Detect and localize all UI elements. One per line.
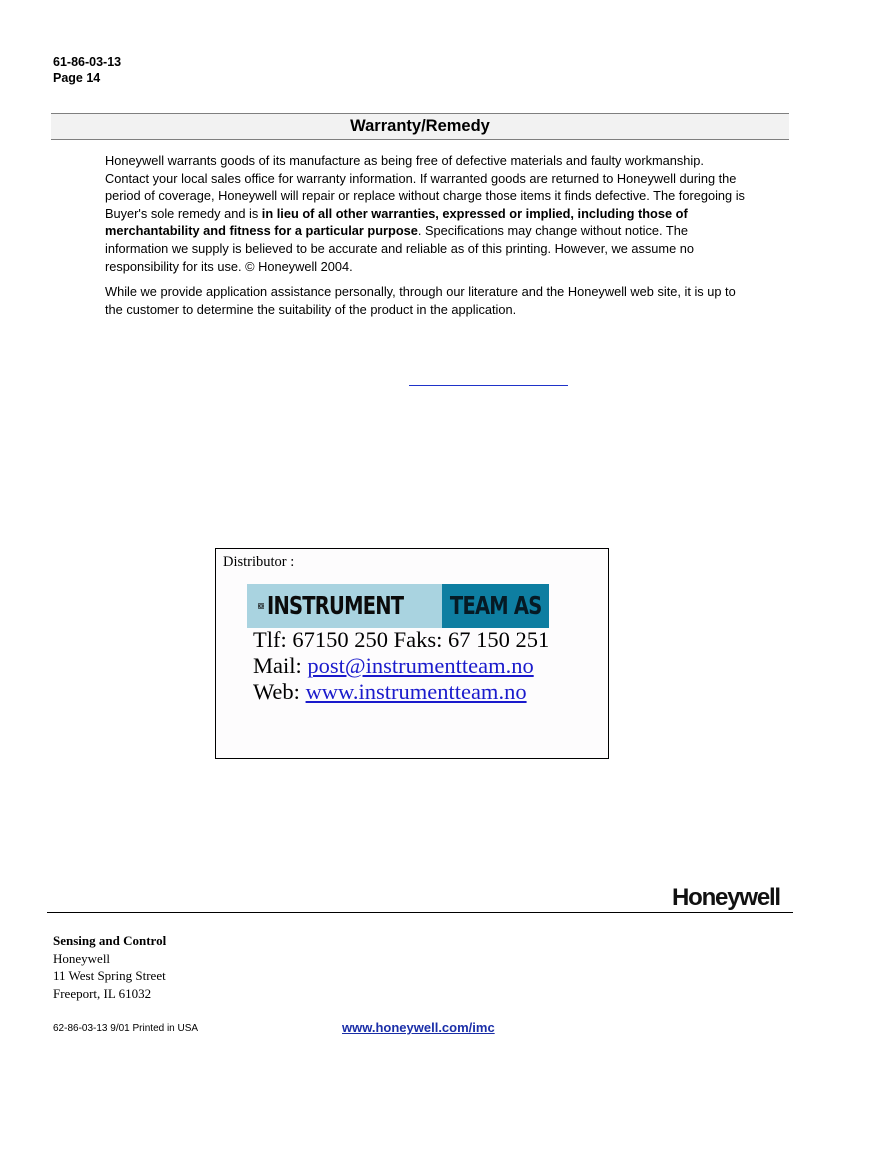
- distributor-box: [215, 548, 609, 759]
- footer-print-code: 62-86-03-13 9/01 Printed in USA: [53, 1023, 199, 1034]
- phone-fax-line: Tlf: 67150 250 Faks: 67 150 251: [253, 627, 550, 652]
- logo-right-panel: [442, 584, 549, 628]
- warranty-paragraph: [105, 152, 745, 275]
- logo-text-team: TEAM AS: [449, 591, 542, 620]
- page-number: Page 14: [53, 71, 101, 85]
- mail-label: Mail:: [253, 653, 308, 678]
- assistance-paragraph: While we provide application assistance personally, through our literature and the Honeywell web site, it is up to the customer to determine the suitability of the product in the application.: [105, 284, 736, 317]
- footer-divider: [47, 912, 793, 913]
- company-address: [53, 932, 166, 1002]
- warranty-disclaimer: in lieu of all other warranties, expressed or implied, including those of merchantability and fitness for a particular purpose: [105, 205, 688, 239]
- blue-divider: [409, 385, 568, 386]
- distributor-contact: [253, 627, 549, 705]
- warranty-text-part: . Specifications may change without notice. The information we supply is believed to be accurate and reliable as of this printing. However, we assume no responsibility for its use. © Honeywell 2004.: [105, 223, 694, 274]
- warranty-text: [105, 152, 745, 326]
- honeywell-logo: Honeywell: [672, 884, 780, 911]
- logo-left-panel: [247, 584, 442, 628]
- mail-line: [253, 653, 549, 679]
- document-header: [53, 54, 121, 86]
- warranty-text-part: Honeywell warrants goods of its manufacture as being free of defective materials and faulty workmanship. Contact your local sales office for warranty information. If warranted goods are returned to Honeywell during the period of coverage, Honeywell will repair or replace without charge those items it finds defective. The foregoing is Buyer's sole remedy and is: [105, 153, 745, 221]
- mail-link[interactable]: post@instrumentteam.no: [307, 653, 534, 678]
- web-link[interactable]: www.instrumentteam.no: [305, 679, 527, 704]
- logo-text-instrument: INSTRUMENT: [267, 591, 404, 620]
- address-street: 11 West Spring Street: [53, 968, 166, 983]
- section-title: Warranty/Remedy: [51, 113, 789, 140]
- web-label: Web:: [253, 679, 306, 704]
- web-line: [253, 679, 549, 705]
- document-number: 61-86-03-13: [53, 55, 122, 69]
- instrument-gauge-icon: [258, 591, 264, 621]
- instrument-team-logo: [247, 584, 549, 628]
- honeywell-url-link[interactable]: www.honeywell.com/imc: [342, 1020, 495, 1035]
- address-company: Honeywell: [53, 950, 111, 966]
- distributor-label: Distributor :: [223, 554, 295, 570]
- address-city: Freeport, IL 61032: [53, 985, 152, 1001]
- address-division: Sensing and Control: [53, 933, 167, 948]
